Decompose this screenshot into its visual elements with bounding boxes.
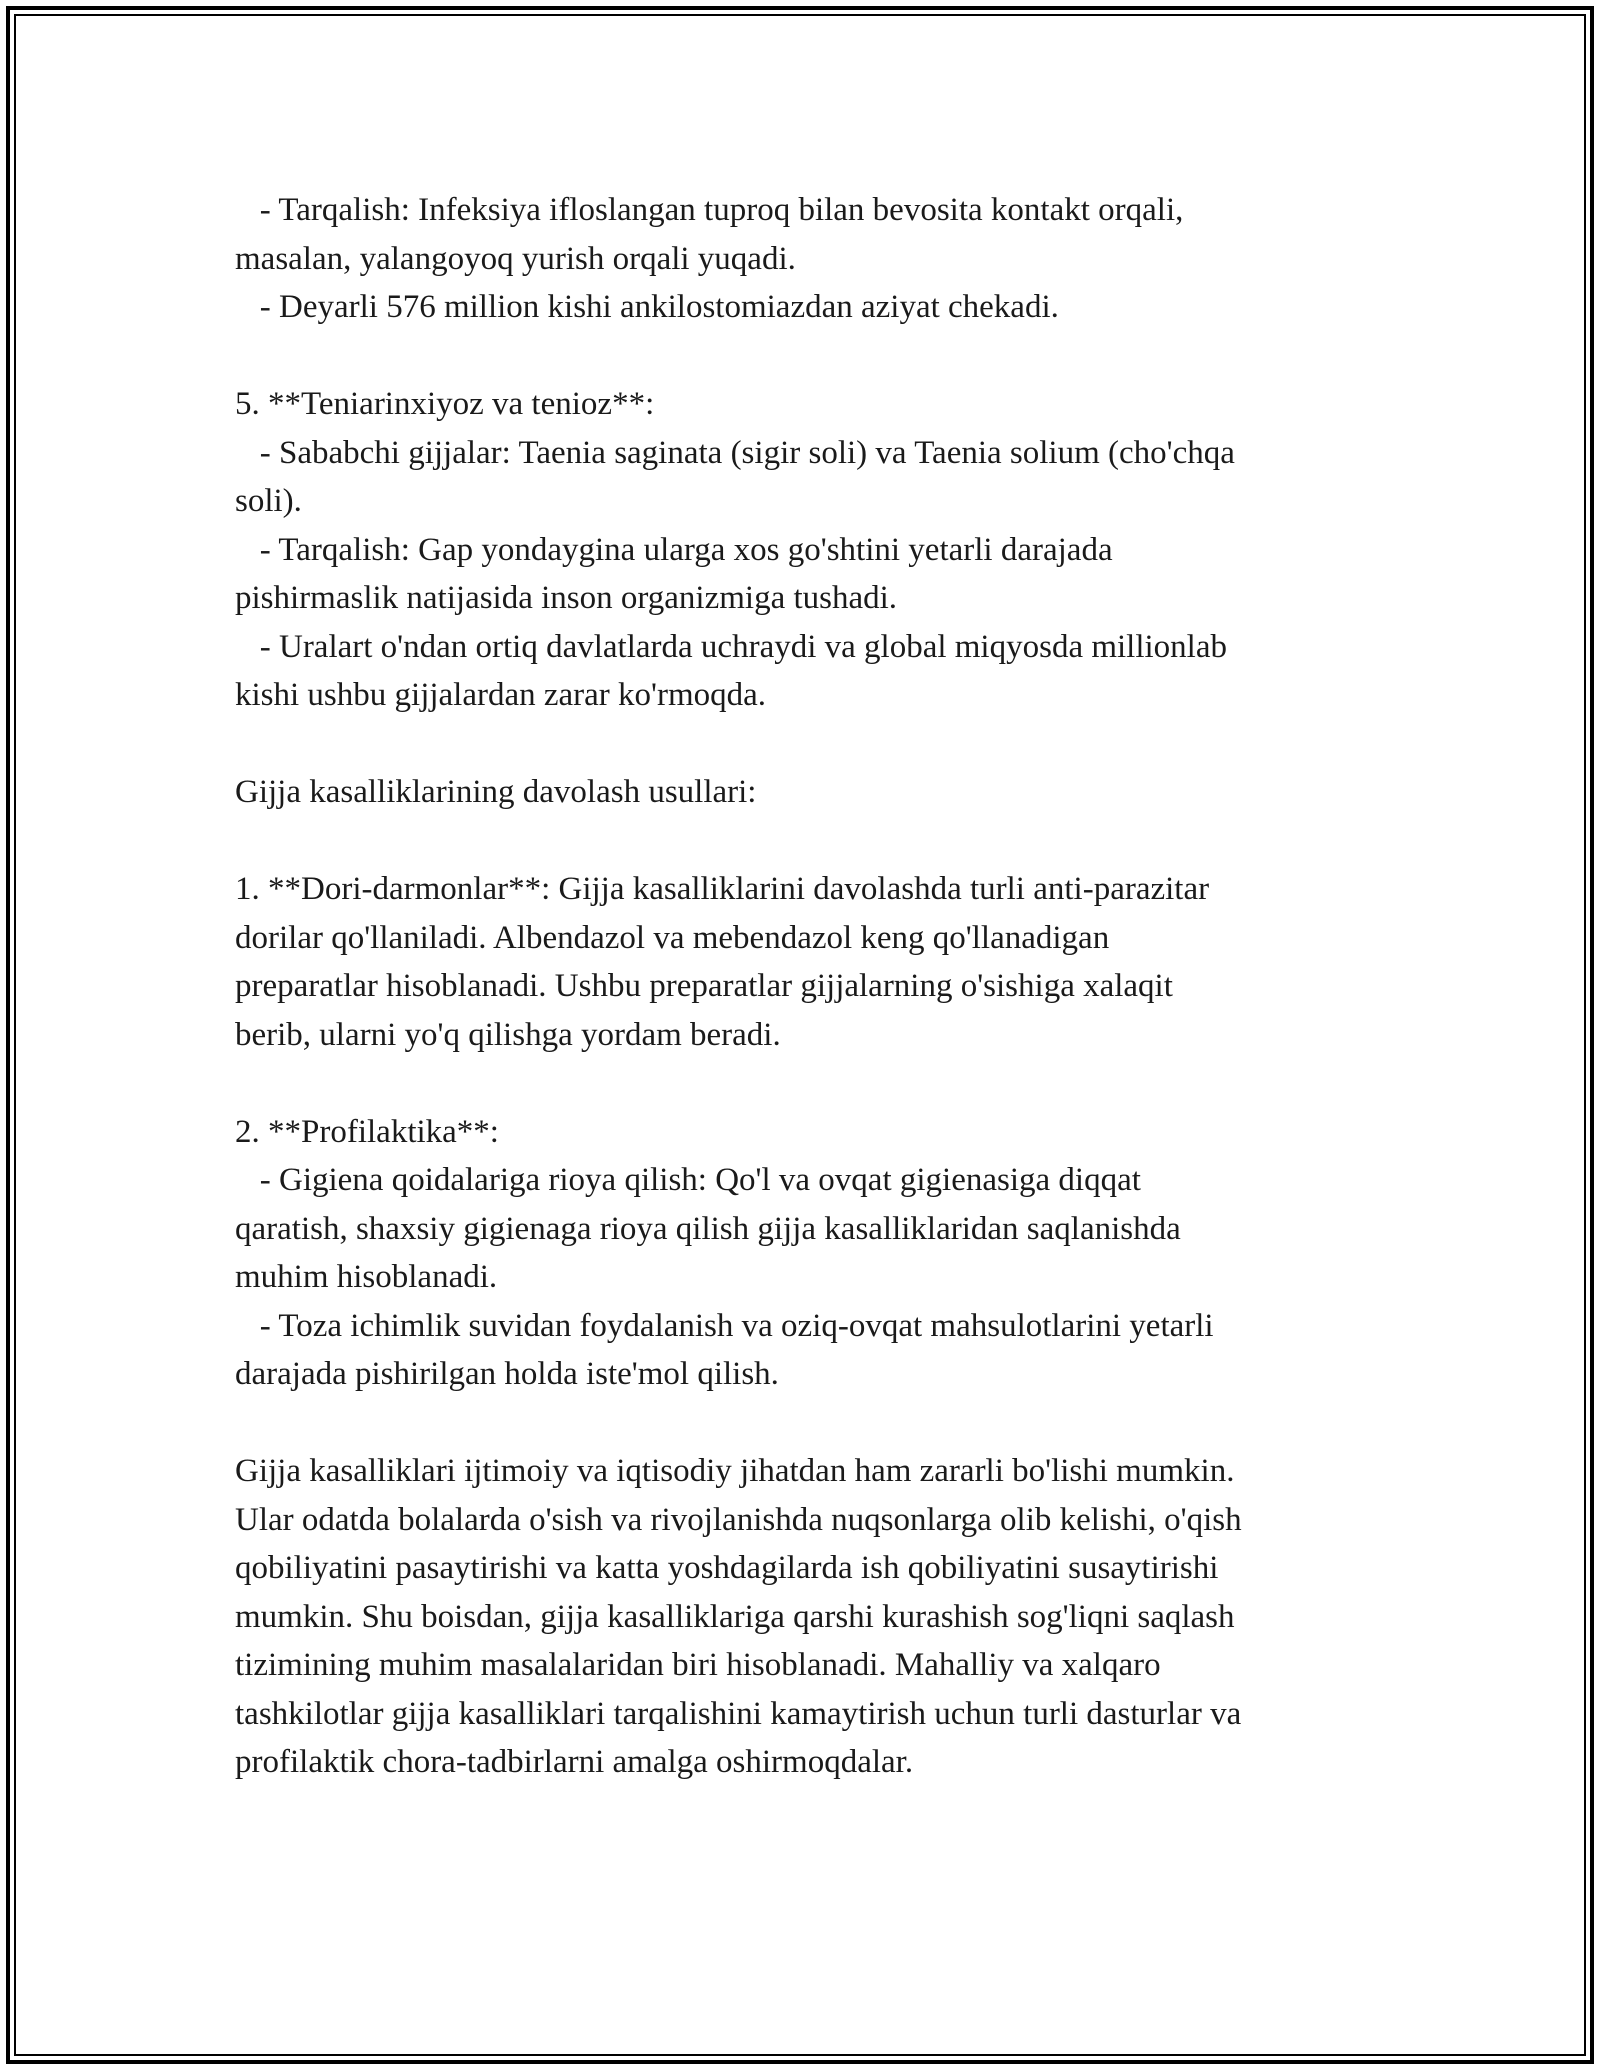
text-line: 1. **Dori-darmonlar**: Gijja kasalliklarini davolashda turli anti-parazitar <box>235 871 1210 907</box>
paragraph-tarqalish-ankilostomiaz <box>235 186 1365 332</box>
paragraph-ijtimoiy <box>235 1447 1365 1787</box>
document-body <box>235 186 1365 1787</box>
text-line: qaratish, shaxsiy gigienaga rioya qilish gijja kasalliklaridan saqlanishda <box>235 1210 1181 1247</box>
text-line: dorilar qo'llaniladi. Albendazol va mebendazol keng qo'llanadigan <box>235 919 1110 956</box>
text-line: profilaktik chora-tadbirlarni amalga oshirmoqdalar. <box>235 1744 914 1780</box>
text-line: muhim hisoblanadi. <box>235 1259 498 1295</box>
text-line: darajada pishirilgan holda iste'mol qilish. <box>235 1356 779 1392</box>
text-line: Gijja kasalliklarining davolash usullari: <box>235 774 757 810</box>
text-line: masalan, yalangoyoq yurish orqali yuqadi. <box>235 240 796 277</box>
paragraph-profilaktika <box>235 1108 1365 1399</box>
paragraph-spacer <box>235 1059 1365 1108</box>
paragraph-spacer <box>235 332 1365 381</box>
text-line: berib, ularni yo'q qilishga yordam beradi. <box>235 1016 781 1053</box>
text-line: - Gigiena qoidalariga rioya qilish: Qo'l va ovqat gigienasiga diqqat <box>235 1162 1141 1198</box>
text-line: - Sababchi gijjalar: Taenia saginata (sigir soli) va Taenia solium (cho'chqa <box>235 434 1235 471</box>
paragraph-spacer <box>235 1399 1365 1448</box>
paragraph-teniarinxiyoz <box>235 380 1365 720</box>
text-line: 5. **Teniarinxiyoz va tenioz**: <box>235 386 655 422</box>
text-line: soli). <box>235 483 302 519</box>
text-line: - Uralart o'ndan ortiq davlatlarda uchraydi va global miqyosda millionlab <box>235 628 1227 665</box>
text-line: - Tarqalish: Gap yondaygina ularga xos go'shtini yetarli darajada <box>235 531 1113 568</box>
paragraph-davolash-heading <box>235 768 1365 817</box>
text-line: preparatlar hisoblanadi. Ushbu preparatlar gijjalarning o'sishiga xalaqit <box>235 968 1173 1004</box>
text-line: tizimining muhim masalalaridan biri hisoblanadi. Mahalliy va xalqaro <box>235 1647 1161 1683</box>
text-line: 2. **Profilaktika**: <box>235 1113 499 1150</box>
text-line: kishi ushbu gijjalardan zarar ko'rmoqda. <box>235 677 767 713</box>
text-line: qobiliyatini pasaytirishi va katta yoshdagilarda ish qobiliyatini susaytirishi <box>235 1550 1219 1586</box>
text-line: - Toza ichimlik suvidan foydalanish va oziq-ovqat mahsulotlarini yetarli <box>235 1307 1214 1344</box>
text-line: Ular odatda bolalarda o'sish va rivojlanishda nuqsonlarga olib kelishi, o'qish <box>235 1501 1242 1538</box>
paragraph-dori-darmonlar <box>235 865 1365 1059</box>
text-line: tashkilotlar gijja kasalliklari tarqalishini kamaytirish uchun turli dasturlar va <box>235 1695 1242 1732</box>
paragraph-spacer <box>235 720 1365 769</box>
text-line: Gijja kasalliklari ijtimoiy va iqtisodiy jihatdan ham zararli bo'lishi mumkin. <box>235 1453 1235 1489</box>
text-line: - Deyarli 576 million kishi ankilostomiazdan aziyat chekadi. <box>235 289 1059 325</box>
paragraph-spacer <box>235 817 1365 866</box>
text-line: pishirmaslik natijasida inson organizmiga tushadi. <box>235 580 898 616</box>
text-line: mumkin. Shu boisdan, gijja kasalliklariga qarshi kurashish sog'liqni saqlash <box>235 1598 1235 1635</box>
text-line: - Tarqalish: Infeksiya ifloslangan tuproq bilan bevosita kontakt orqali, <box>235 192 1184 228</box>
